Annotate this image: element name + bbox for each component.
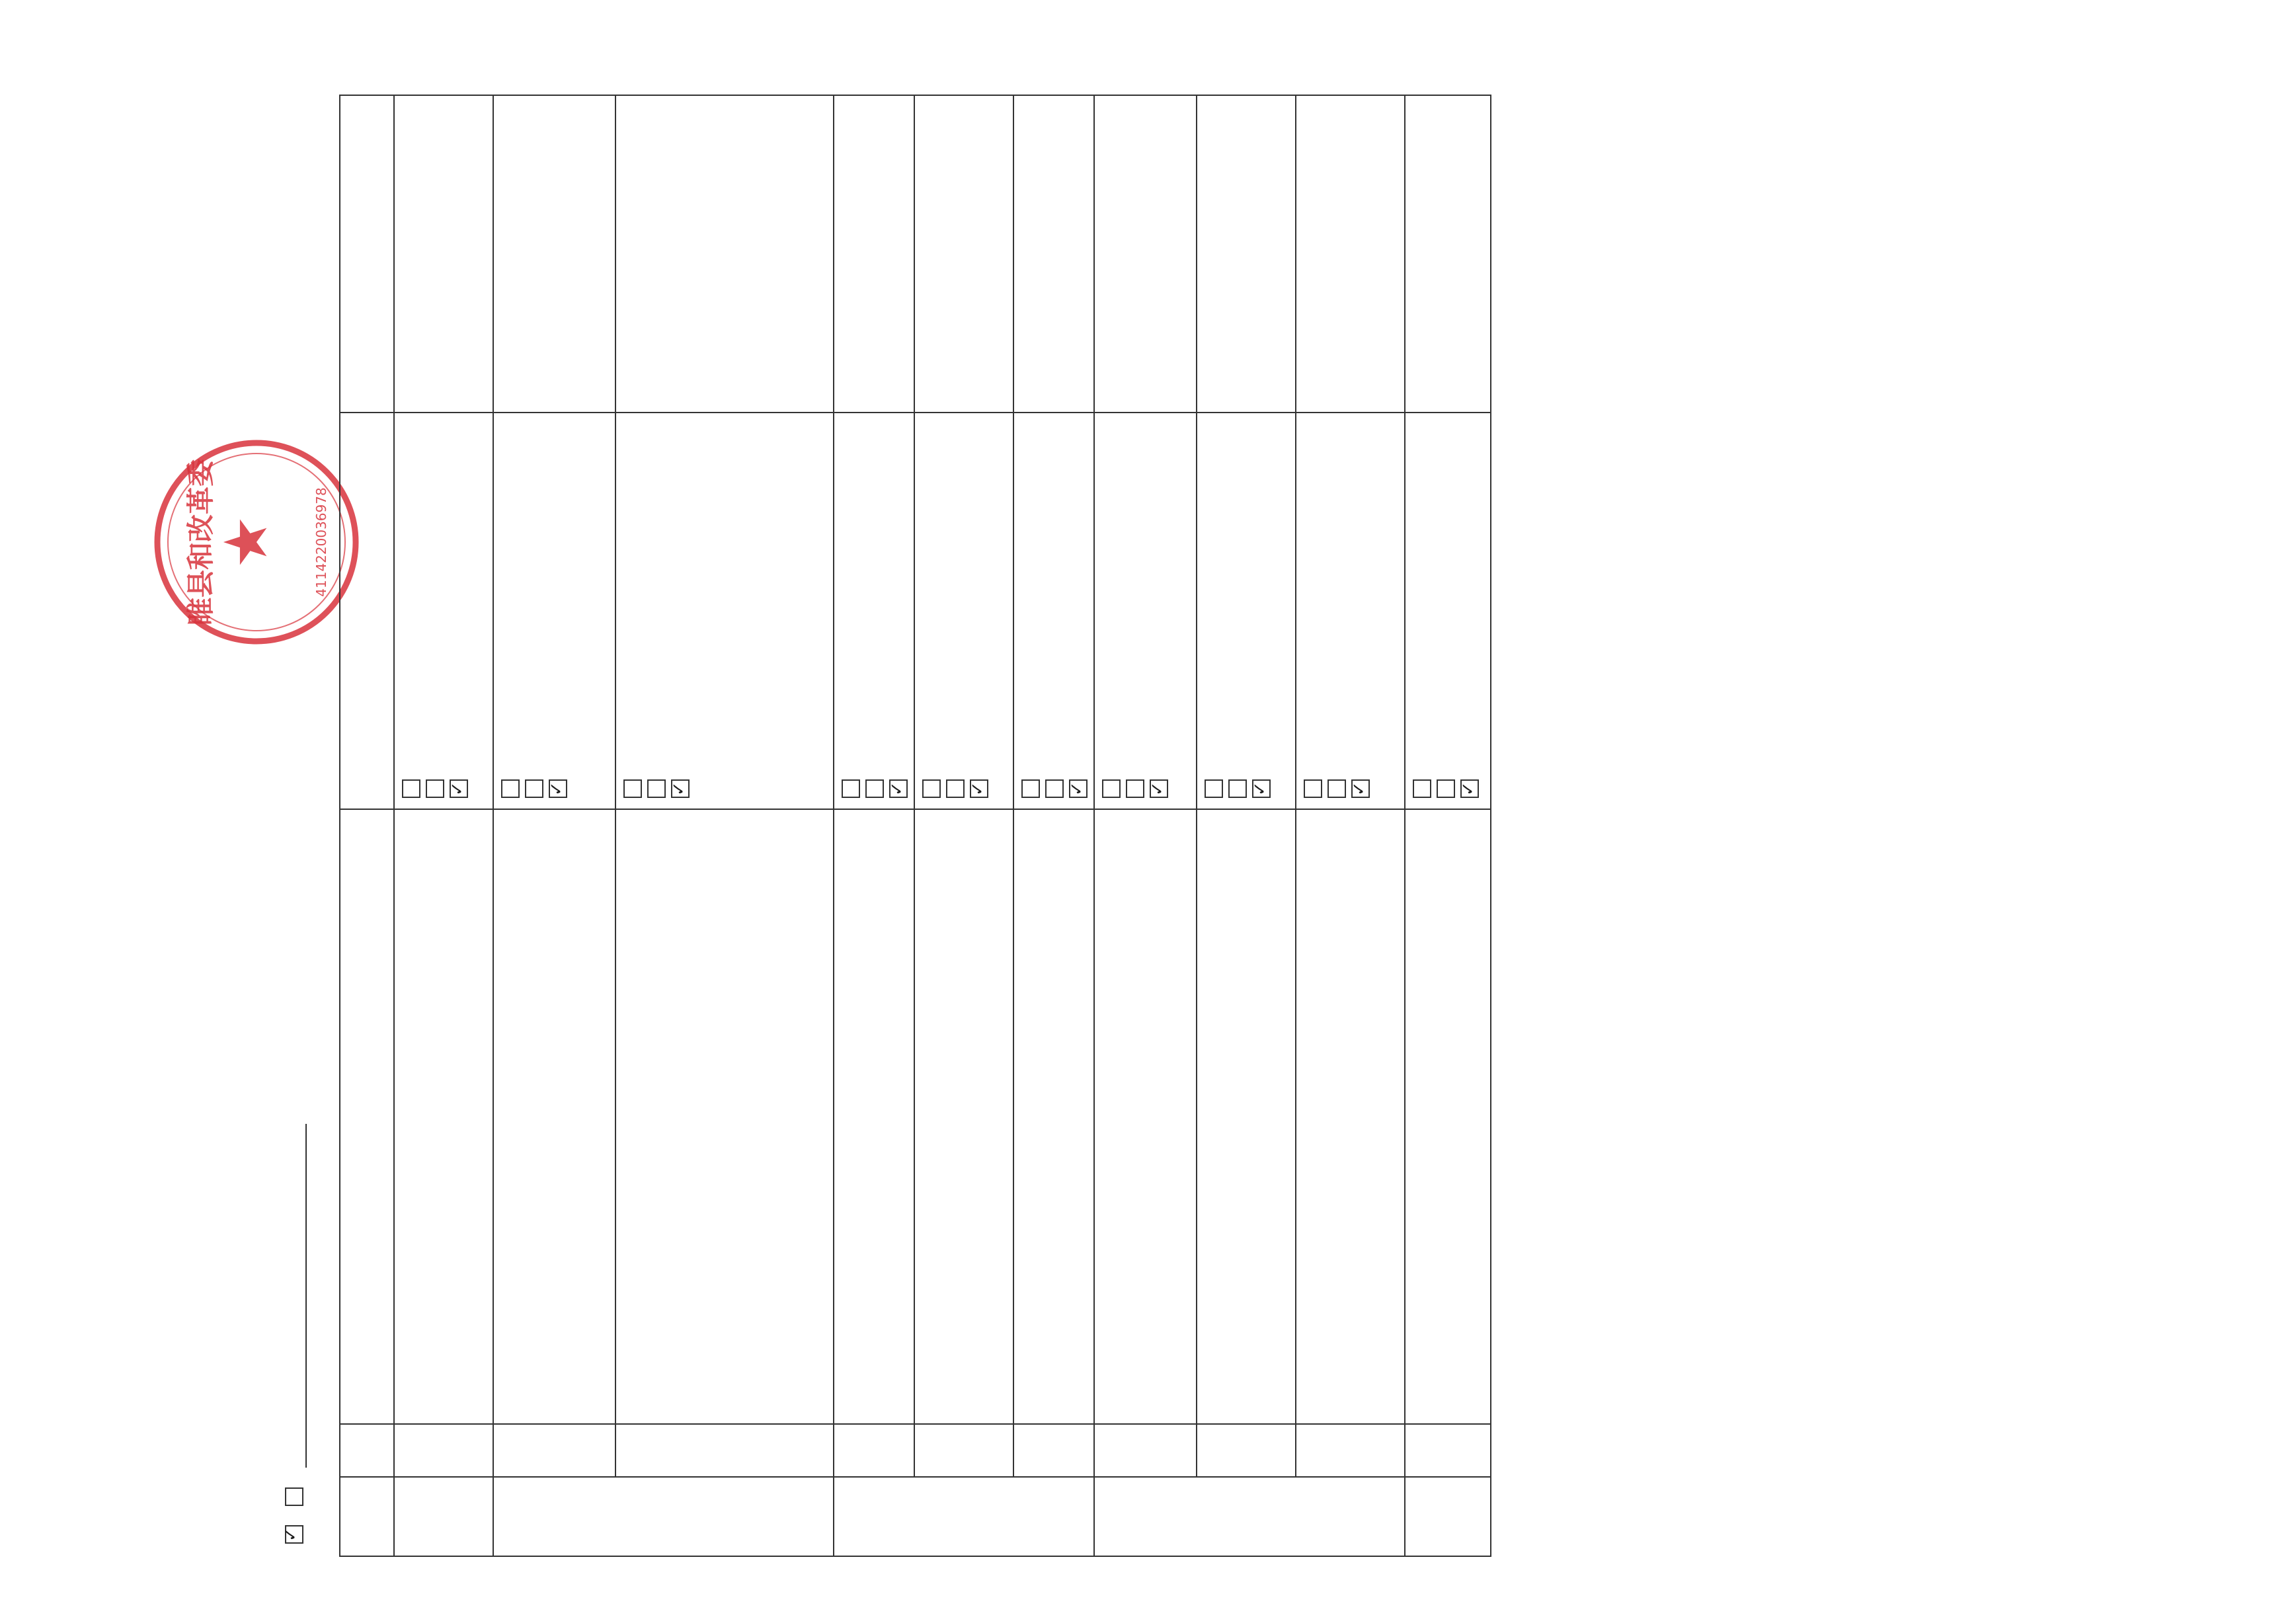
result-option	[668, 418, 692, 803]
result-option	[498, 418, 522, 803]
completion-row	[280, 1124, 307, 1544]
situation-description	[1197, 95, 1296, 413]
footer-inspector-row	[1417, 1266, 1466, 1557]
result-option	[1348, 418, 1372, 803]
result-checkbox[interactable]	[1102, 779, 1121, 798]
result-option	[1249, 418, 1273, 803]
result-checkbox[interactable]	[946, 779, 965, 798]
result-checkbox[interactable]	[1069, 779, 1088, 798]
table-row	[394, 95, 493, 1556]
inspection-table	[339, 95, 1491, 1557]
check-content	[1296, 809, 1405, 1424]
situation-description	[1013, 95, 1094, 413]
situation-description	[1094, 95, 1197, 413]
result-option	[1201, 418, 1225, 803]
result-option	[522, 418, 545, 803]
result-checkbox[interactable]	[922, 779, 941, 798]
check-result	[1296, 413, 1405, 809]
result-checkbox[interactable]	[647, 779, 666, 798]
result-option	[862, 418, 886, 803]
no-checkbox[interactable]	[285, 1487, 303, 1506]
result-option	[620, 418, 644, 803]
row-number	[834, 1424, 914, 1477]
row-number	[1197, 1424, 1296, 1477]
table-row	[615, 95, 834, 1556]
check-content	[394, 809, 493, 1424]
svg-text:睢县和改革委: 睢县和改革委	[184, 458, 217, 626]
result-option	[1042, 418, 1066, 803]
result-option	[1066, 418, 1089, 803]
check-result	[834, 413, 914, 809]
table-row	[493, 95, 615, 1556]
situation-description	[394, 95, 493, 413]
table-row	[1197, 95, 1296, 1556]
row-number	[914, 1424, 1013, 1477]
table-row	[834, 95, 914, 1556]
result-checkbox[interactable]	[402, 779, 420, 798]
result-checkbox[interactable]	[1327, 779, 1346, 798]
result-checkbox[interactable]	[1205, 779, 1223, 798]
result-option	[967, 418, 990, 803]
result-option	[1146, 418, 1170, 803]
check-result	[493, 413, 615, 809]
result-checkbox[interactable]	[1045, 779, 1064, 798]
result-checkbox[interactable]	[1021, 779, 1040, 798]
check-result	[1197, 413, 1296, 809]
flow-cell	[493, 1477, 834, 1556]
row-number	[1094, 1424, 1197, 1477]
result-checkbox[interactable]	[525, 779, 543, 798]
check-result	[615, 413, 834, 809]
row-number	[394, 1424, 493, 1477]
table-row	[1296, 95, 1405, 1556]
check-content	[914, 809, 1013, 1424]
result-option	[1409, 418, 1433, 803]
svg-text:★: ★	[212, 515, 281, 569]
situation-description	[914, 95, 1013, 413]
stage-value	[286, 1124, 307, 1468]
row-number	[1013, 1424, 1094, 1477]
situation-description	[615, 95, 834, 413]
check-result	[1405, 413, 1491, 809]
check-content	[1013, 809, 1094, 1424]
result-option	[644, 418, 668, 803]
result-checkbox[interactable]	[1252, 779, 1271, 798]
check-result	[1013, 413, 1094, 809]
result-option	[446, 418, 470, 803]
result-option	[545, 418, 569, 803]
official-seal	[147, 433, 366, 651]
result-checkbox[interactable]	[549, 779, 567, 798]
result-checkbox[interactable]	[671, 779, 690, 798]
result-checkbox[interactable]	[1150, 779, 1168, 798]
result-option	[943, 418, 967, 803]
svg-text:4114220036978: 4114220036978	[313, 487, 329, 597]
row-number	[615, 1424, 834, 1477]
check-content	[615, 809, 834, 1424]
situation-description	[493, 95, 615, 413]
flow-cell	[394, 1477, 493, 1556]
row-number	[1296, 1424, 1405, 1477]
table-row	[914, 95, 1013, 1556]
col-header-description	[340, 95, 394, 413]
result-option	[1324, 418, 1348, 803]
rotated-form	[121, 69, 2197, 1583]
result-checkbox[interactable]	[842, 779, 860, 798]
result-checkbox[interactable]	[450, 779, 468, 798]
result-option	[838, 418, 862, 803]
situation-description	[834, 95, 914, 413]
yes-checkbox[interactable]	[285, 1525, 303, 1544]
result-checkbox[interactable]	[970, 779, 988, 798]
check-content	[493, 809, 615, 1424]
result-checkbox[interactable]	[501, 779, 520, 798]
flow-cell	[1094, 1477, 1405, 1556]
check-result	[394, 413, 493, 809]
result-checkbox[interactable]	[1351, 779, 1370, 798]
table-row	[1094, 95, 1197, 1556]
result-checkbox[interactable]	[426, 779, 444, 798]
result-option	[1225, 418, 1249, 803]
table-row	[1013, 95, 1094, 1556]
result-option	[1433, 418, 1457, 803]
result-option	[1300, 418, 1324, 803]
col-header-number	[340, 1424, 394, 1477]
result-checkbox[interactable]	[623, 779, 642, 798]
result-checkbox[interactable]	[1437, 779, 1455, 798]
col-header-content	[340, 809, 394, 1424]
result-option	[1457, 418, 1481, 803]
result-option	[1099, 418, 1123, 803]
result-checkbox[interactable]	[1228, 779, 1247, 798]
check-content	[834, 809, 914, 1424]
situation-description	[1296, 95, 1405, 413]
check-result	[1094, 413, 1197, 809]
result-checkbox[interactable]	[865, 779, 884, 798]
check-content	[1094, 809, 1197, 1424]
result-checkbox[interactable]	[1413, 779, 1431, 798]
result-checkbox[interactable]	[1460, 779, 1479, 798]
result-option	[1123, 418, 1146, 803]
table-header-row	[340, 95, 394, 1556]
col-header-flow	[340, 1477, 394, 1556]
row-number	[493, 1424, 615, 1477]
check-result	[914, 413, 1013, 809]
result-checkbox[interactable]	[889, 779, 908, 798]
result-option	[422, 418, 446, 803]
flow-cell	[834, 1477, 1094, 1556]
result-option	[886, 418, 910, 803]
result-option	[399, 418, 422, 803]
result-checkbox[interactable]	[1304, 779, 1322, 798]
check-content	[1197, 809, 1296, 1424]
situation-description	[1405, 95, 1491, 413]
col-header-result	[340, 413, 394, 809]
result-checkbox[interactable]	[1126, 779, 1144, 798]
result-option	[1018, 418, 1042, 803]
result-option	[919, 418, 943, 803]
